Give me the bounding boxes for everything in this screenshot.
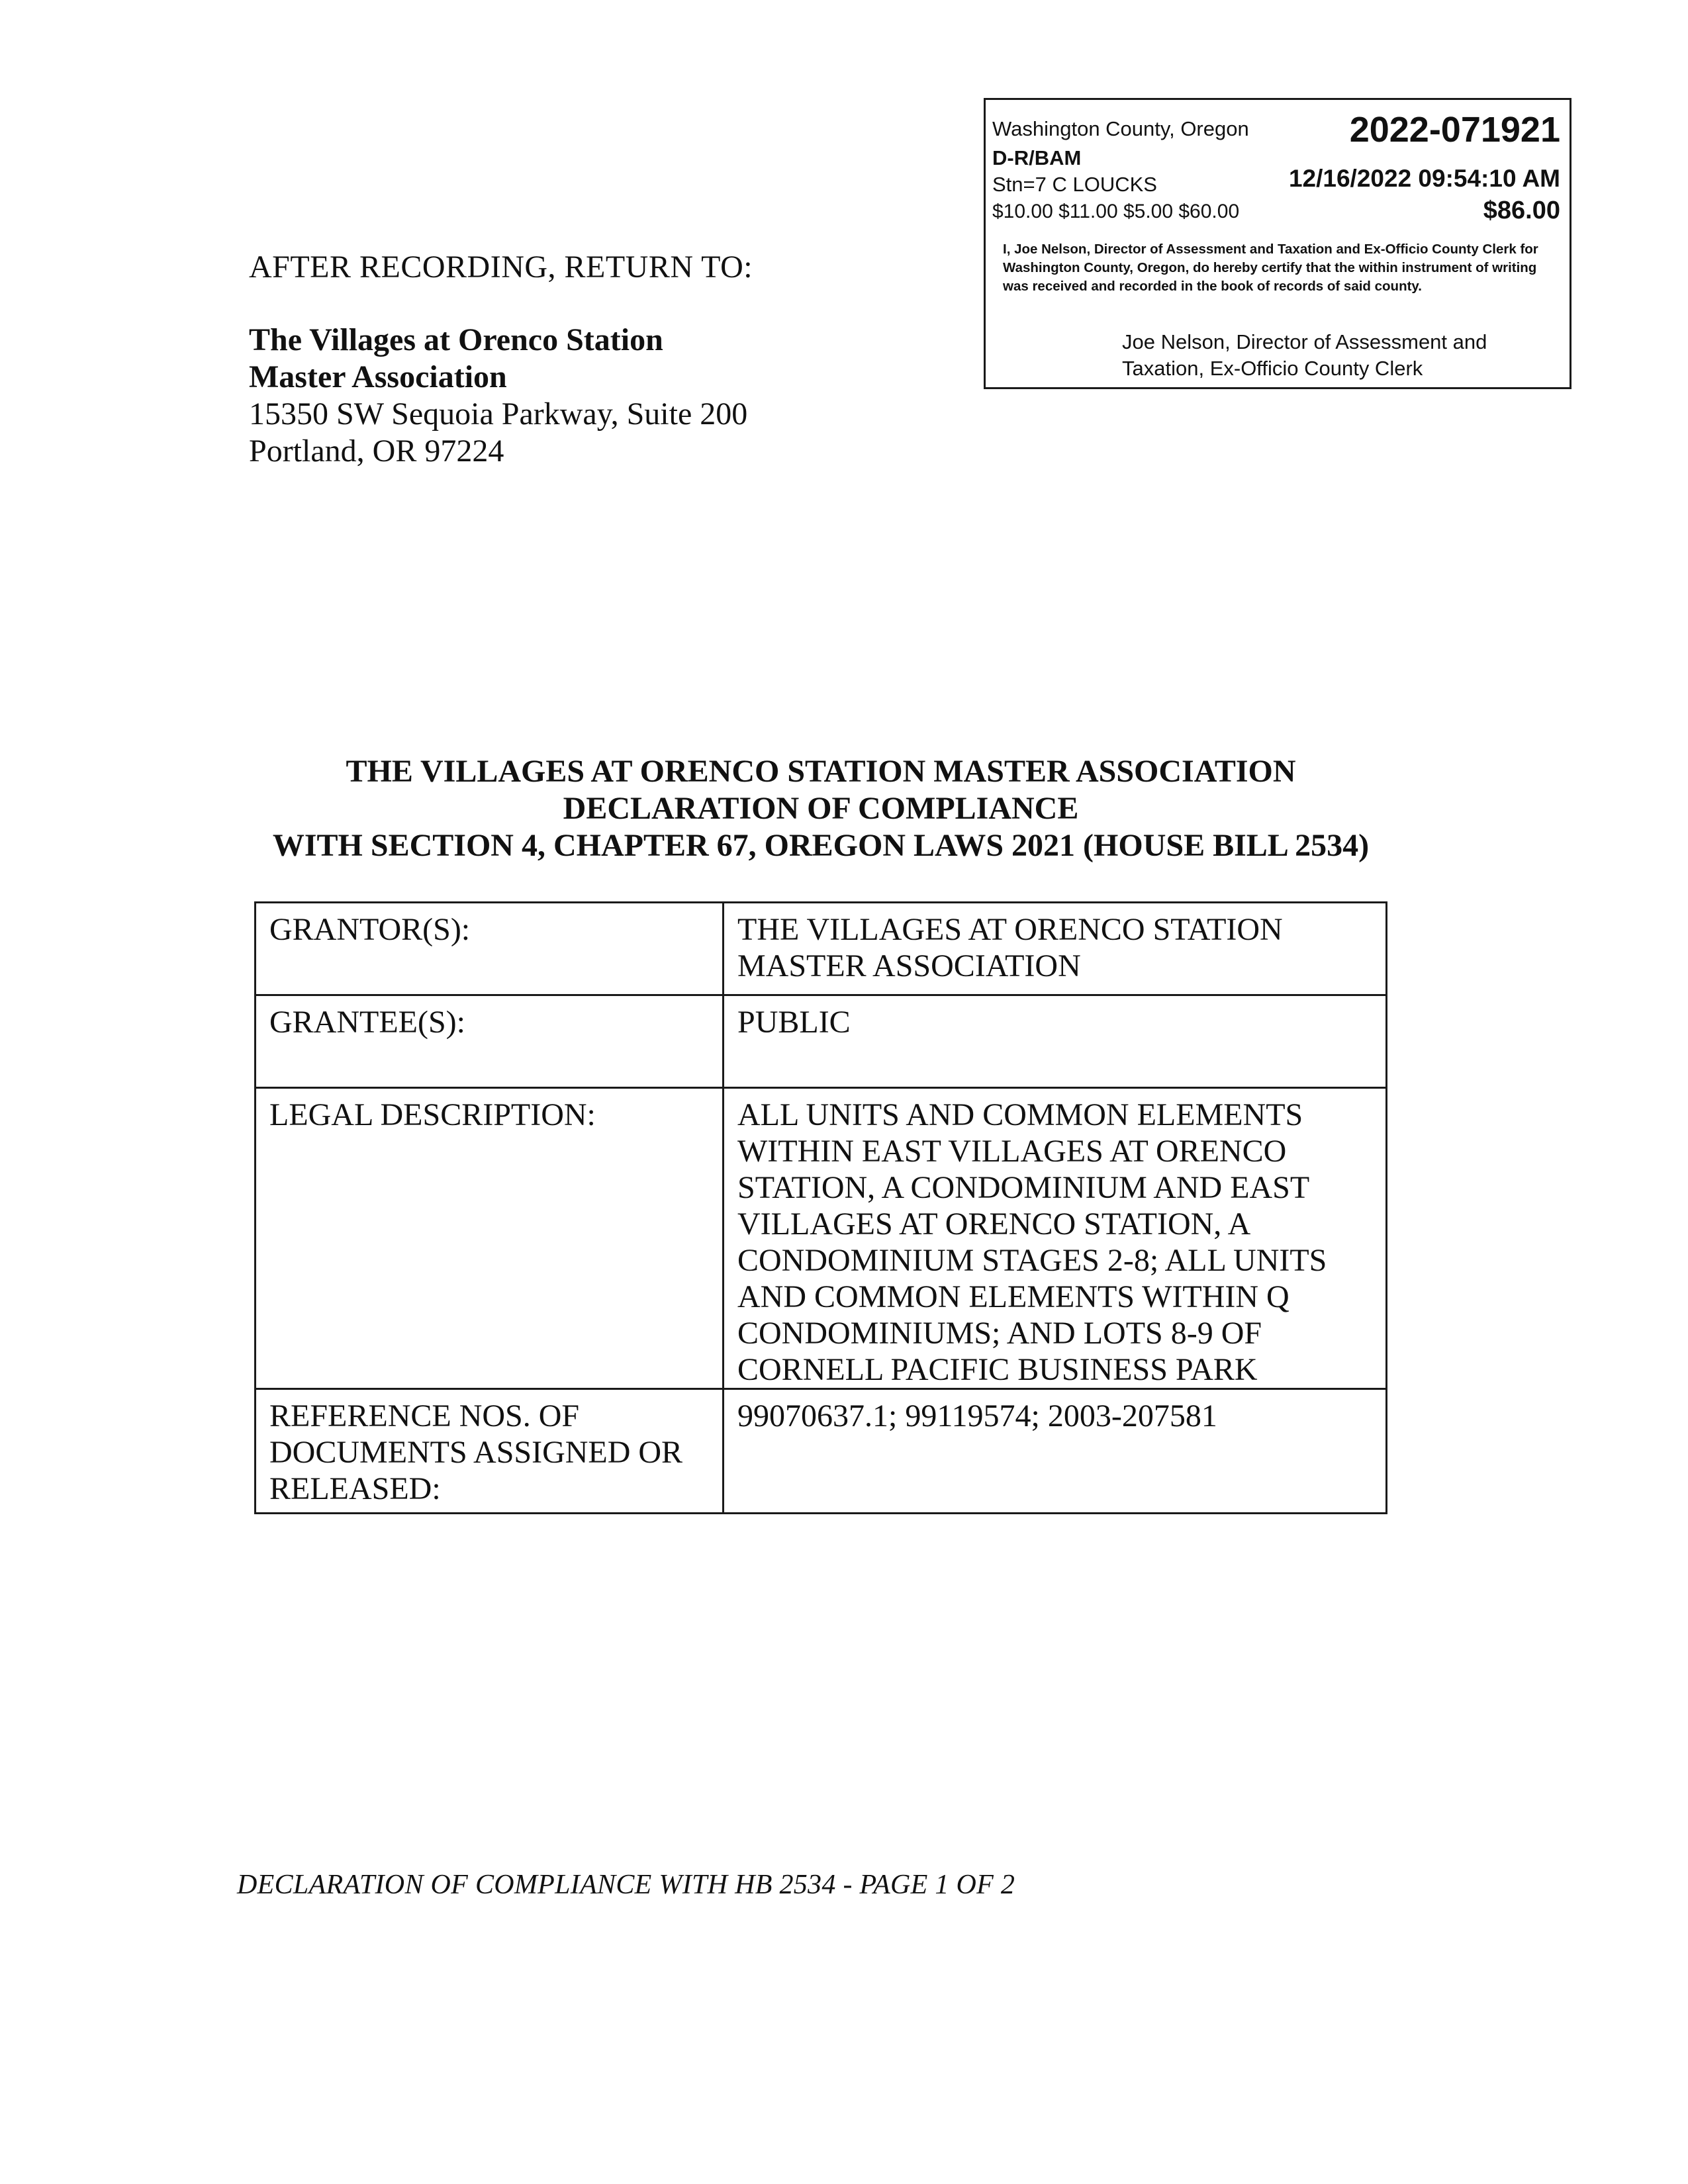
table-row-legal-description <box>256 1088 1387 1389</box>
reference-label <box>256 1389 724 1514</box>
grantor-value-line2: MASTER ASSOCIATION <box>737 948 1081 983</box>
legal-line: VILLAGES AT ORENCO STATION, A <box>737 1206 1251 1242</box>
info-table <box>254 901 1387 1514</box>
legal-description-label: LEGAL DESCRIPTION: <box>256 1088 724 1389</box>
reference-value: 99070637.1; 99119574; 2003-207581 <box>724 1389 1387 1514</box>
return-address-line1: 15350 SW Sequoia Parkway, Suite 200 <box>249 396 748 432</box>
legal-description-value <box>724 1088 1387 1389</box>
grantor-value <box>724 903 1387 995</box>
stamp-doc-code: D-R/BAM <box>992 146 1082 169</box>
return-address-line2: Portland, OR 97224 <box>249 433 504 469</box>
grantee-label: GRANTEE(S): <box>256 995 724 1088</box>
legal-line: CORNELL PACIFIC BUSINESS PARK <box>737 1352 1258 1387</box>
stamp-fees: $10.00 $11.00 $5.00 $60.00 <box>992 201 1240 222</box>
stamp-certification: I, Joe Nelson, Director of Assessment and Taxation and Ex-Officio County Clerk for Washington County, Oregon, do hereby certify that the within instrument of writing was received and recorded in the book of records of said county. <box>1003 242 1538 294</box>
return-org-line2: Master Association <box>249 359 507 394</box>
page-footer: DECLARATION OF COMPLIANCE WITH HB 2534 - PAGE 1 OF 2 <box>237 1870 1015 1900</box>
stamp-signer-line1: Joe Nelson, Director of Assessment and <box>1122 330 1487 353</box>
document-title <box>0 753 1642 864</box>
legal-line: AND COMMON ELEMENTS WITHIN Q <box>737 1279 1289 1314</box>
stamp-signer <box>1122 329 1546 382</box>
grantee-value: PUBLIC <box>724 995 1387 1088</box>
legal-line: WITHIN EAST VILLAGES AT ORENCO <box>737 1134 1287 1169</box>
stamp-datetime: 12/16/2022 09:54:10 AM <box>1288 165 1560 192</box>
reference-label-line: REFERENCE NOS. OF <box>269 1398 580 1433</box>
title-line3: WITH SECTION 4, CHAPTER 67, OREGON LAWS 2021 (HOUSE BILL 2534) <box>272 828 1370 863</box>
stamp-record-number: 2022-071921 <box>1349 110 1560 150</box>
stamp-signer-line2: Taxation, Ex-Officio County Clerk <box>1122 357 1423 380</box>
return-org-line1: The Villages at Orenco Station <box>249 322 663 357</box>
stamp-station: Stn=7 C LOUCKS <box>992 173 1157 196</box>
reference-label-line: RELEASED: <box>269 1471 441 1506</box>
reference-label-line: DOCUMENTS ASSIGNED OR <box>269 1435 683 1470</box>
stamp-county: Washington County, Oregon <box>992 117 1249 140</box>
return-heading: AFTER RECORDING, RETURN TO: <box>249 250 753 285</box>
recording-stamp <box>984 98 1571 389</box>
legal-line: ALL UNITS AND COMMON ELEMENTS <box>737 1097 1303 1132</box>
table-row-reference <box>256 1389 1387 1514</box>
stamp-total: $86.00 <box>1483 197 1560 224</box>
grantor-value-line1: THE VILLAGES AT ORENCO STATION <box>737 912 1283 947</box>
legal-line: CONDOMINIUMS; AND LOTS 8-9 OF <box>737 1316 1262 1351</box>
title-line2: DECLARATION OF COMPLIANCE <box>563 791 1079 826</box>
return-address <box>249 322 747 470</box>
table-row-grantee <box>256 995 1387 1088</box>
table-row-grantor <box>256 903 1387 995</box>
title-line1: THE VILLAGES AT ORENCO STATION MASTER ASSOCIATION <box>346 754 1296 789</box>
grantor-label: GRANTOR(S): <box>256 903 724 995</box>
legal-line: STATION, A CONDOMINIUM AND EAST <box>737 1170 1310 1205</box>
legal-line: CONDOMINIUM STAGES 2-8; ALL UNITS <box>737 1243 1327 1278</box>
